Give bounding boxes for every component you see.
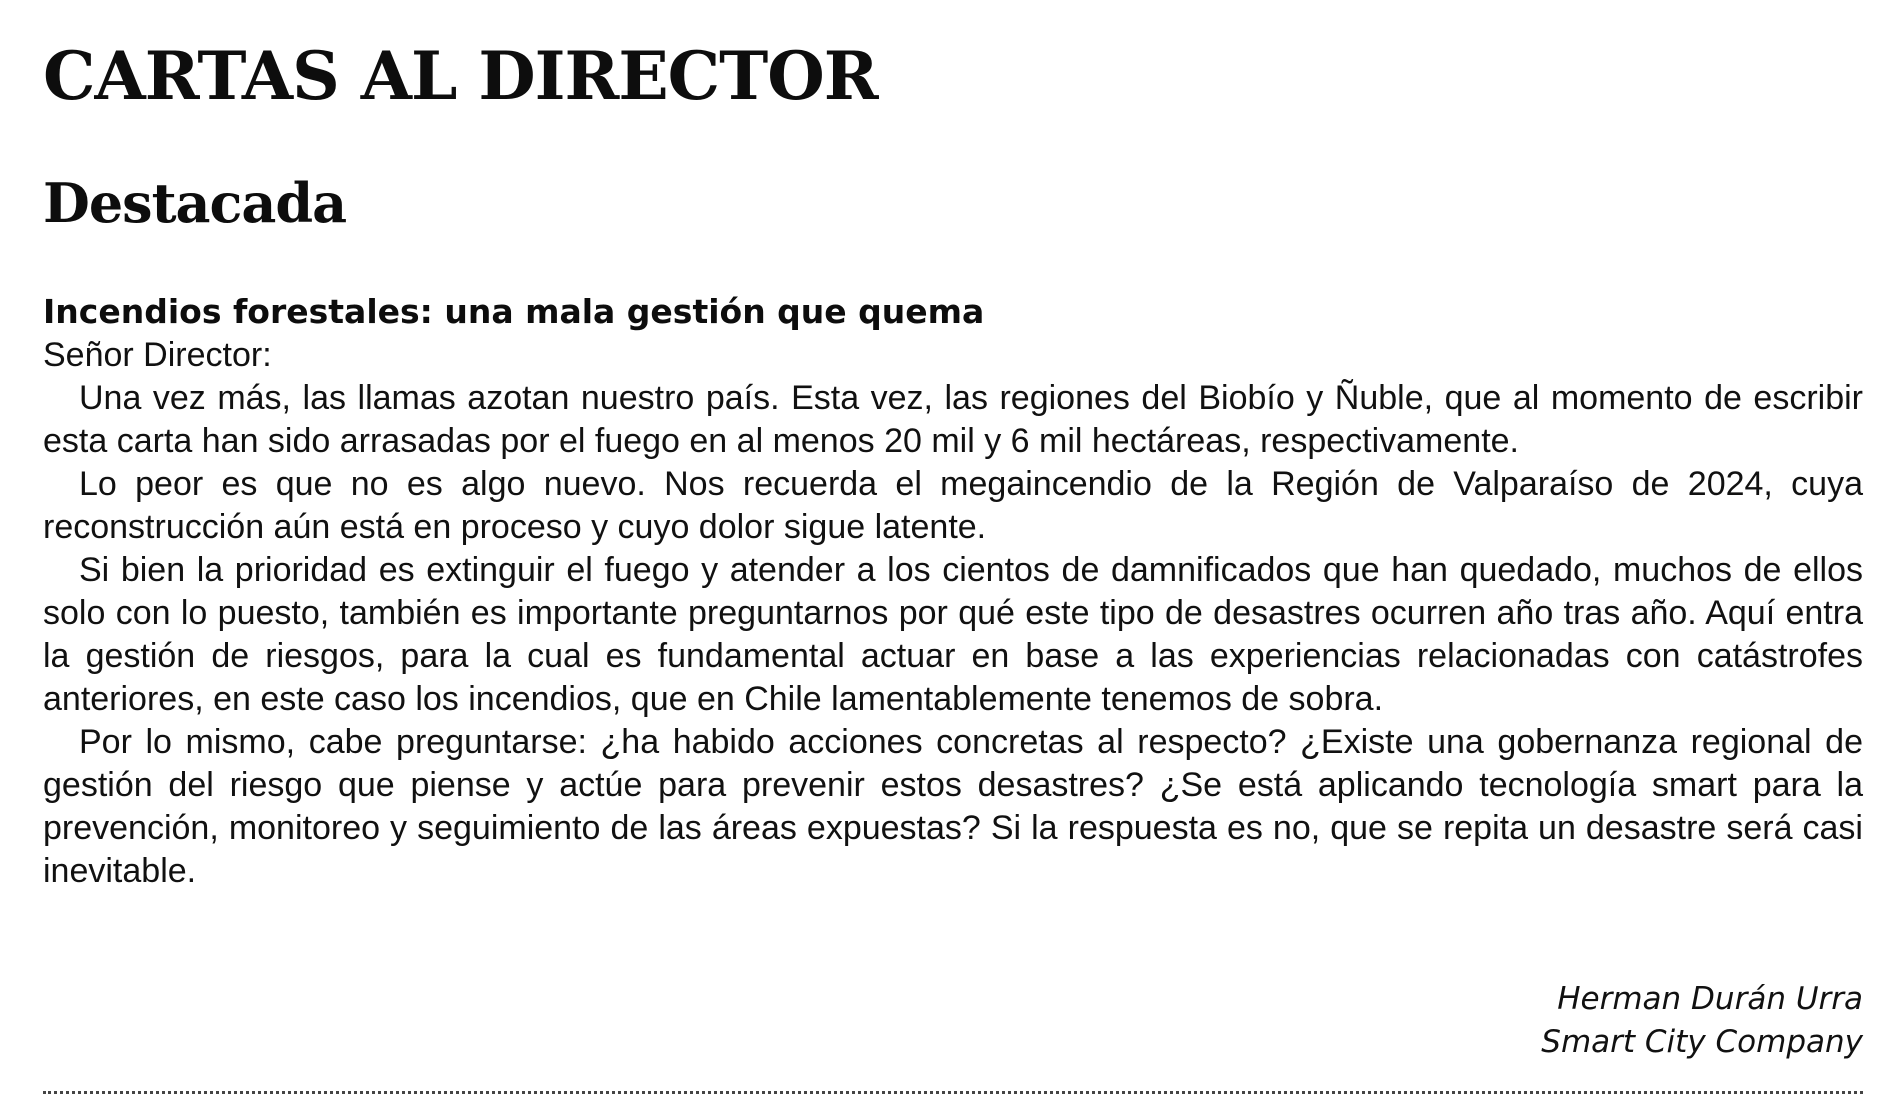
letter-signature [1541,978,1863,1064]
signature-name: Herman Durán Urra [1557,981,1863,1017]
signature-organization: Smart City Company [1541,1024,1863,1060]
featured-label: Destacada [43,171,347,235]
section-title: CARTAS AL DIRECTOR [43,37,878,115]
letter-article [43,290,1863,893]
dotted-divider [43,1091,1863,1094]
letter-title: Incendios forestales: una mala gestión que quema [43,292,985,331]
letters-page [43,0,1863,1096]
letter-salutation: Señor Director: [43,336,272,374]
letter-paragraph-3: Si bien la prioridad es extinguir el fuego y atender a los cientos de damnificados que han quedado, muchos de ellos solo con lo puesto, también es importante preguntarnos por qué este tipo de desastres ocurren año tras año. Aquí entra la gestión de riesgos, para la cual es fundamental actuar en base a las experiencias relacionadas con catástrofes anteriores, en este caso los incendios, que en Chile lamentablemente tenemos de sobra. [43,551,1863,718]
letter-paragraph-4: Por lo mismo, cabe preguntarse: ¿ha habido acciones concretas al respecto? ¿Existe una gobernanza regional de gestión del riesgo que piense y actúe para prevenir estos desastres? ¿Se está aplicando tecnología smart para la prevención, monitoreo y seguimiento de las áreas expuestas? Si la respuesta es no, que se repita un desastre será casi inevitable. [43,723,1863,890]
letter-paragraph-1: Una vez más, las llamas azotan nuestro país. Esta vez, las regiones del Biobío y Ñuble, que al momento de escribir esta carta han sido arrasadas por el fuego en al menos 20 mil y 6 mil hectáreas, respectivamente. [43,379,1863,460]
letter-paragraph-2: Lo peor es que no es algo nuevo. Nos recuerda el megaincendio de la Región de Valparaíso de 2024, cuya reconstrucción aún está en proceso y cuyo dolor sigue latente. [43,465,1863,546]
